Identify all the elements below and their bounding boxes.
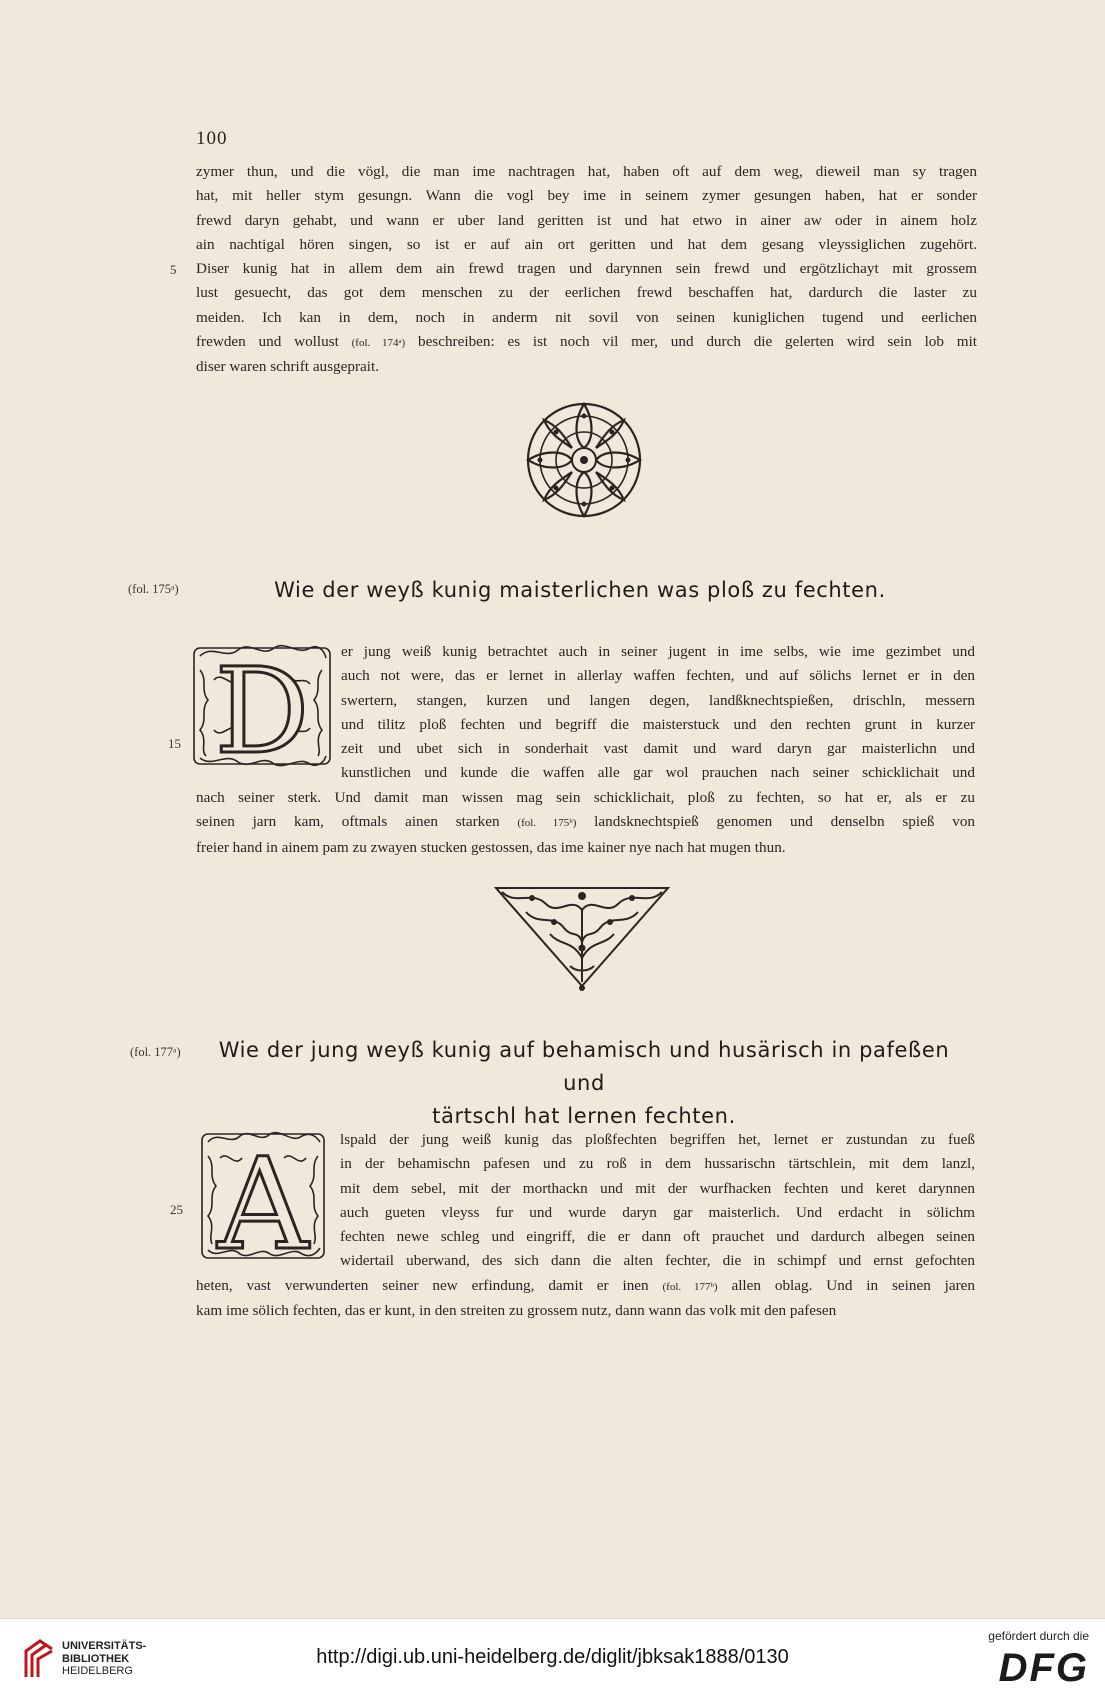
line-number: 5	[170, 262, 177, 277]
text-line: Diser kunig hat in allem dem ain frewd tragen und darynnen sein frewd und ergötzlichayt mit grossem	[196, 260, 977, 278]
text-fragment: seinen jarn kam, oftmals ainen starken	[196, 813, 500, 831]
section-heading: Wie der weyß kunig maisterlichen was ploß zu fechten.	[274, 578, 886, 602]
dfg-logo: DFG	[998, 1646, 1089, 1690]
library-line: HEIDELBERG	[62, 1665, 133, 1677]
text-fragment: allen oblag. Und in seinen jaren	[731, 1277, 976, 1294]
section1-indented-text	[341, 640, 975, 786]
text-line: auch not were, das er lernet in allerlay waffen fechten, und auf sölichs lernet er in den	[341, 667, 975, 685]
text-line	[196, 330, 977, 355]
text-line: freier hand in ainem pam zu zwayen stucken gestossen, das ime kainer nye nach hat mugen thun.	[196, 838, 786, 856]
text-line: hat, mit heller stym gesungn. Wann die vogl bey ime in seinem zymer gesungen haben, hat er sonder	[196, 187, 977, 205]
folio-reference: (fol. 175ᵇ)	[517, 817, 577, 830]
line-number: 15	[168, 736, 181, 751]
section1-full-text	[196, 786, 975, 860]
text-line: kunstlichen und kunde die waffen alle gar wol prauchen nach seiner schicklichait und	[341, 764, 975, 782]
folio-note: (fol. 177ᵃ)	[130, 1045, 181, 1059]
folio-note: (fol. 175ᵃ)	[128, 582, 179, 596]
funding-label: gefördert durch die	[988, 1629, 1089, 1643]
text-line: auch gueten vleyss fur und wurde daryn gar maisterlich. Und erdacht in sölichm	[340, 1203, 975, 1221]
text-line: widertail uberwand, des sich dann die alten fechter, die in schimpf und ernst gefochten	[340, 1252, 975, 1270]
text-line: lspald der jung weiß kunig das ploßfechten begriffen het, lernet er zustundan zu fueß	[340, 1131, 975, 1148]
section-heading	[204, 1034, 964, 1133]
page-number: 100	[196, 128, 228, 149]
permalink-url[interactable]: http://digi.ub.uni-heidelberg.de/diglit/jbksak1888/0130	[316, 1646, 789, 1668]
text-line: in der behamischn pafesen und zu roß in dem hussarischn tärtschlein, mit dem lanzl,	[340, 1155, 975, 1173]
initial-letter: A	[217, 1131, 309, 1262]
text-fragment: landsknechtspieß genomen und denselbn spieß von	[594, 813, 976, 831]
text-line: ain nachtigal hören singen, so ist er auf ain ort geritten und hat dem gesang vleyssiglichen zugehört.	[196, 235, 977, 253]
library-line: BIBLIOTHEK	[62, 1652, 130, 1665]
text-line: er jung weiß kunig betrachtet auch in seiner jugent in ime selbs, wie ime gezimbet und	[341, 643, 975, 660]
text-line: kam ime sölich fechten, das er kunt, in den streiten zu grossem nutz, dann wann das volk mit den pafesen	[196, 1302, 837, 1320]
initial-letter: D	[214, 642, 310, 772]
circular-ornament	[524, 400, 644, 520]
text-line: fechten newe schleg und eingriff, die er dann oft prauchet und dardurch albegen seinen	[340, 1228, 975, 1246]
section2-indented-text	[340, 1128, 975, 1274]
library-line: UNIVERSITÄTS-	[62, 1640, 147, 1652]
text-line: nach seiner sterk. Und damit man wissen mag sein schicklichait, ploß zu fechten, so hat er, als er zu	[196, 789, 975, 806]
text-line: swertern, stangen, kurzen und langen degen, landßknechtspießen, drischln, messern	[341, 691, 975, 709]
viewer-footer	[0, 1618, 1105, 1698]
line-number: 25	[170, 1202, 183, 1217]
text-line	[196, 810, 975, 835]
decorated-initial-d	[192, 640, 332, 772]
text-line: frewd daryn gehabt, und wann er uber land geritten ist und hat etwo in ainer aw oder in ainem holz	[196, 211, 977, 229]
text-line: und tilitz ploß fechten und begriff die maisterstuck und den rechten grunt in kurzer	[341, 715, 975, 733]
text-line: diser waren schrift ausgeprait.	[196, 358, 380, 376]
folio-reference: (fol. 177ᵇ)	[662, 1281, 718, 1293]
text-fragment: frewden und wollust	[196, 333, 339, 351]
text-line: zymer thun, und die vögl, die man ime nachtragen hat, haben oft auf dem weg, dieweil man sy tragen	[196, 163, 977, 180]
text-line: mit dem sebel, mit der morthackn und mit der wurfhacken fechten und keret darynnen	[340, 1179, 975, 1197]
text-fragment: heten, vast verwunderten seiner new erfindung, damit er inen	[196, 1277, 649, 1294]
decorated-initial-a	[200, 1128, 326, 1262]
text-line: lust gesuecht, das got dem menschen zu der eerlichen frewd beschaffen hat, dardurch die laster zu	[196, 284, 977, 302]
heading-line: tärtschl hat lernen fechten.	[432, 1104, 736, 1128]
text-line: zeit und ubet sich in sonderhait vast damit und ward daryn gar maisterlichn und	[341, 740, 975, 758]
text-fragment: beschreiben: es ist noch vil mer, und durch die gelerten wird sein lob mit	[417, 333, 978, 351]
heading-line: Wie der jung weyß kunig auf behamisch und husärisch in pafeßen und	[218, 1038, 950, 1095]
text-line: meiden. Ich kan in dem, noch in anderm nit sovil von seinen kuniglichen tugend und eerlichen	[196, 308, 977, 326]
folio-reference: (fol. 174ᵃ)	[351, 337, 406, 350]
paragraph-1	[196, 160, 977, 380]
text-line	[196, 1274, 975, 1299]
section2-full-text	[196, 1274, 975, 1324]
triangular-ornament	[492, 882, 672, 992]
